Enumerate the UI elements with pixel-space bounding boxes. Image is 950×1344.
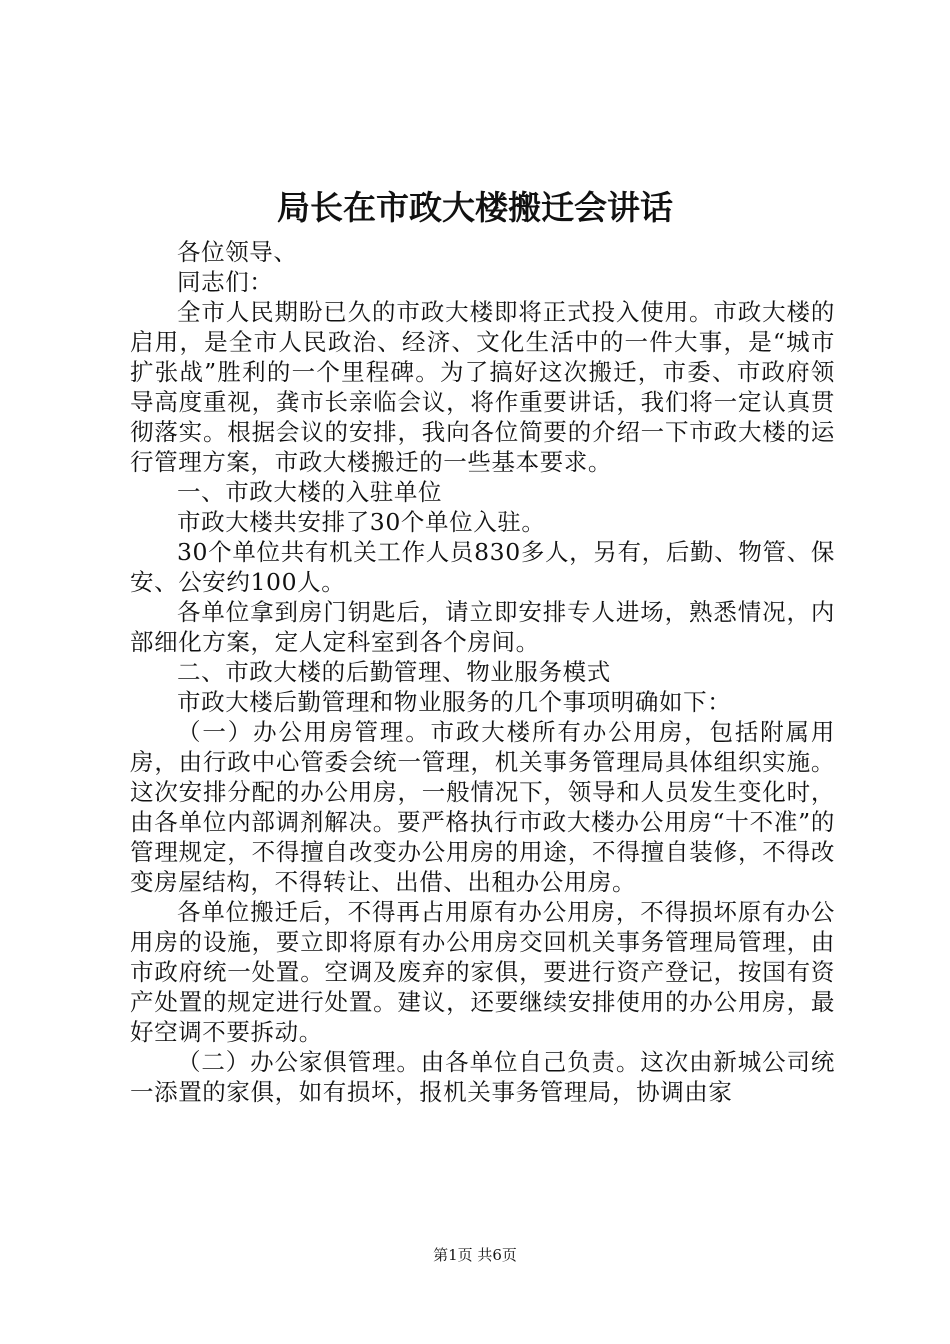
paragraph: 30个单位共有机关工作人员830多人，另有，后勤、物管、保安、公安约100人。 bbox=[130, 538, 835, 596]
paragraph: 市政大楼共安排了30个单位入驻。 bbox=[177, 508, 546, 536]
salutation-line-2: 同志们： bbox=[177, 268, 274, 296]
section-heading-2: 二、市政大楼的后勤管理、物业服务模式 bbox=[177, 658, 611, 686]
paragraph: 市政大楼后勤管理和物业服务的几个事项明确如下： bbox=[177, 688, 732, 716]
paragraph: 各单位搬迁后，不得再占用原有办公用房，不得损坏原有办公用房的设施，要立即将原有办公用房交回机关事务管理局管理，由市政府统一处置。空调及废弃的家俱，要进行资产登记，按国有资产处置的规定进行处置。建议，还要继续安排使用的办公用房，最好空调不要拆动。 bbox=[130, 898, 835, 1046]
document-body bbox=[130, 237, 835, 1107]
paragraph: （二）办公家俱管理。由各单位自己负责。这次由新城公司统一添置的家俱，如有损坏，报机关事务管理局，协调由家 bbox=[130, 1048, 835, 1106]
salutation-line-1: 各位领导、 bbox=[177, 238, 298, 266]
page-footer: 第1页 共6页 bbox=[433, 1246, 517, 1264]
document-title: 局长在市政大楼搬迁会讲话 bbox=[277, 188, 673, 227]
section-heading-1: 一、市政大楼的入驻单位 bbox=[177, 478, 443, 506]
paragraph: 各单位拿到房门钥匙后，请立即安排专人进场，熟悉情况，内部细化方案，定人定科室到各个房间。 bbox=[130, 598, 835, 656]
paragraph-intro: 全市人民期盼已久的市政大楼即将正式投入使用。市政大楼的启用，是全市人民政治、经济、文化生活中的一件大事，是“城市扩张战”胜利的一个里程碑。为了搞好这次搬迁，市委、市政府领导高度重视，龚市长亲临会议，将作重要讲话，我们将一定认真贯彻落实。根据会议的安排，我向各位简要的介绍一下市政大楼的运行管理方案，市政大楼搬迁的一些基本要求。 bbox=[130, 298, 835, 476]
paragraph: （一）办公用房管理。市政大楼所有办公用房，包括附属用房，由行政中心管委会统一管理，机关事务管理局具体组织实施。这次安排分配的办公用房，一般情况下，领导和人员发生变化时，由各单位内部调剂解决。要严格执行市政大楼办公用房“十不准”的管理规定，不得擅自改变办公用房的用途，不得擅自装修，不得改变房屋结构，不得转让、出借、出租办公用房。 bbox=[130, 718, 835, 896]
